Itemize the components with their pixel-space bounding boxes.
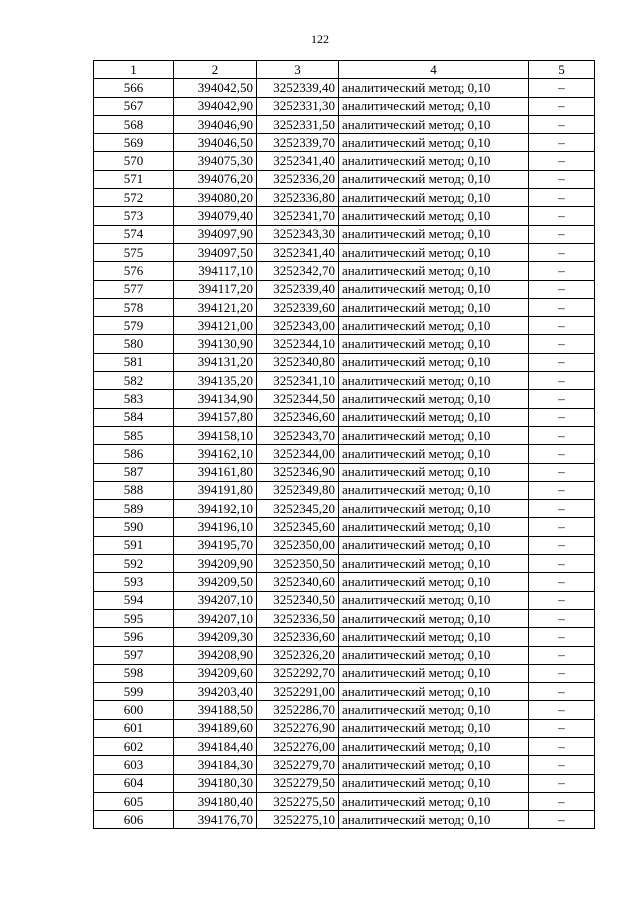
table-row (94, 189, 595, 207)
note-cell: – (529, 79, 595, 97)
method-accuracy-cell: аналитический метод; 0,10 (339, 426, 529, 444)
method-accuracy-cell: аналитический метод; 0,10 (339, 134, 529, 152)
x-coordinate-cell: 394209,90 (174, 555, 257, 573)
column-header-5: 5 (529, 61, 595, 79)
table-row (94, 298, 595, 316)
table-row (94, 701, 595, 719)
table-row (94, 792, 595, 810)
method-accuracy-cell: аналитический метод; 0,10 (339, 298, 529, 316)
method-accuracy-cell: аналитический метод; 0,10 (339, 170, 529, 188)
x-coordinate-cell: 394134,90 (174, 390, 257, 408)
y-coordinate-cell: 3252349,80 (257, 481, 339, 499)
note-cell: – (529, 518, 595, 536)
note-cell: – (529, 445, 595, 463)
x-coordinate-cell: 394042,50 (174, 79, 257, 97)
column-header-2: 2 (174, 61, 257, 79)
y-coordinate-cell: 3252343,00 (257, 317, 339, 335)
note-cell: – (529, 353, 595, 371)
note-cell: – (529, 280, 595, 298)
table-row (94, 536, 595, 554)
y-coordinate-cell: 3252275,50 (257, 792, 339, 810)
table-row (94, 134, 595, 152)
point-number-cell: 583 (94, 390, 174, 408)
point-number-cell: 595 (94, 609, 174, 627)
method-accuracy-cell: аналитический метод; 0,10 (339, 390, 529, 408)
note-cell: – (529, 591, 595, 609)
y-coordinate-cell: 3252344,50 (257, 390, 339, 408)
point-number-cell: 585 (94, 426, 174, 444)
note-cell: – (529, 317, 595, 335)
y-coordinate-cell: 3252336,60 (257, 628, 339, 646)
point-number-cell: 569 (94, 134, 174, 152)
y-coordinate-cell: 3252341,40 (257, 243, 339, 261)
point-number-cell: 604 (94, 774, 174, 792)
note-cell: – (529, 646, 595, 664)
x-coordinate-cell: 394189,60 (174, 719, 257, 737)
note-cell: – (529, 207, 595, 225)
x-coordinate-cell: 394209,50 (174, 573, 257, 591)
table-row (94, 152, 595, 170)
method-accuracy-cell: аналитический метод; 0,10 (339, 225, 529, 243)
note-cell: – (529, 134, 595, 152)
note-cell: – (529, 628, 595, 646)
x-coordinate-cell: 394135,20 (174, 372, 257, 390)
method-accuracy-cell: аналитический метод; 0,10 (339, 664, 529, 682)
table-row (94, 591, 595, 609)
note-cell: – (529, 408, 595, 426)
note-cell: – (529, 811, 595, 829)
y-coordinate-cell: 3252350,50 (257, 555, 339, 573)
table-row (94, 79, 595, 97)
note-cell: – (529, 756, 595, 774)
column-header-4: 4 (339, 61, 529, 79)
table-row (94, 390, 595, 408)
table-row (94, 262, 595, 280)
point-number-cell: 570 (94, 152, 174, 170)
method-accuracy-cell: аналитический метод; 0,10 (339, 152, 529, 170)
x-coordinate-cell: 394207,10 (174, 591, 257, 609)
y-coordinate-cell: 3252339,40 (257, 79, 339, 97)
method-accuracy-cell: аналитический метод; 0,10 (339, 317, 529, 335)
note-cell: – (529, 536, 595, 554)
y-coordinate-cell: 3252345,20 (257, 500, 339, 518)
x-coordinate-cell: 394188,50 (174, 701, 257, 719)
x-coordinate-cell: 394209,30 (174, 628, 257, 646)
method-accuracy-cell: аналитический метод; 0,10 (339, 683, 529, 701)
note-cell: – (529, 664, 595, 682)
point-number-cell: 602 (94, 737, 174, 755)
y-coordinate-cell: 3252279,70 (257, 756, 339, 774)
point-number-cell: 574 (94, 225, 174, 243)
y-coordinate-cell: 3252346,60 (257, 408, 339, 426)
point-number-cell: 575 (94, 243, 174, 261)
y-coordinate-cell: 3252331,50 (257, 115, 339, 133)
y-coordinate-cell: 3252340,80 (257, 353, 339, 371)
note-cell: – (529, 390, 595, 408)
y-coordinate-cell: 3252275,10 (257, 811, 339, 829)
note-cell: – (529, 701, 595, 719)
method-accuracy-cell: аналитический метод; 0,10 (339, 792, 529, 810)
y-coordinate-cell: 3252291,00 (257, 683, 339, 701)
table-row (94, 170, 595, 188)
note-cell: – (529, 792, 595, 810)
table-row (94, 481, 595, 499)
y-coordinate-cell: 3252344,00 (257, 445, 339, 463)
point-number-cell: 577 (94, 280, 174, 298)
note-cell: – (529, 463, 595, 481)
note-cell: – (529, 737, 595, 755)
note-cell: – (529, 719, 595, 737)
x-coordinate-cell: 394184,30 (174, 756, 257, 774)
note-cell: – (529, 152, 595, 170)
method-accuracy-cell: аналитический метод; 0,10 (339, 262, 529, 280)
note-cell: – (529, 97, 595, 115)
table-row (94, 664, 595, 682)
table-row (94, 737, 595, 755)
method-accuracy-cell: аналитический метод; 0,10 (339, 372, 529, 390)
note-cell: – (529, 225, 595, 243)
note-cell: – (529, 426, 595, 444)
y-coordinate-cell: 3252350,00 (257, 536, 339, 554)
point-number-cell: 567 (94, 97, 174, 115)
x-coordinate-cell: 394097,50 (174, 243, 257, 261)
method-accuracy-cell: аналитический метод; 0,10 (339, 628, 529, 646)
x-coordinate-cell: 394196,10 (174, 518, 257, 536)
y-coordinate-cell: 3252345,60 (257, 518, 339, 536)
y-coordinate-cell: 3252339,70 (257, 134, 339, 152)
point-number-cell: 587 (94, 463, 174, 481)
y-coordinate-cell: 3252286,70 (257, 701, 339, 719)
x-coordinate-cell: 394075,30 (174, 152, 257, 170)
method-accuracy-cell: аналитический метод; 0,10 (339, 500, 529, 518)
column-header-1: 1 (94, 61, 174, 79)
header-row (94, 61, 595, 79)
y-coordinate-cell: 3252331,30 (257, 97, 339, 115)
x-coordinate-cell: 394176,70 (174, 811, 257, 829)
point-number-cell: 584 (94, 408, 174, 426)
method-accuracy-cell: аналитический метод; 0,10 (339, 609, 529, 627)
table-row (94, 97, 595, 115)
x-coordinate-cell: 394207,10 (174, 609, 257, 627)
table-body (94, 79, 595, 829)
method-accuracy-cell: аналитический метод; 0,10 (339, 280, 529, 298)
method-accuracy-cell: аналитический метод; 0,10 (339, 97, 529, 115)
table-row (94, 463, 595, 481)
y-coordinate-cell: 3252336,80 (257, 189, 339, 207)
x-coordinate-cell: 394080,20 (174, 189, 257, 207)
y-coordinate-cell: 3252344,10 (257, 335, 339, 353)
note-cell: – (529, 683, 595, 701)
note-cell: – (529, 372, 595, 390)
method-accuracy-cell: аналитический метод; 0,10 (339, 353, 529, 371)
table-row (94, 372, 595, 390)
note-cell: – (529, 573, 595, 591)
x-coordinate-cell: 394042,90 (174, 97, 257, 115)
x-coordinate-cell: 394157,80 (174, 408, 257, 426)
y-coordinate-cell: 3252336,50 (257, 609, 339, 627)
x-coordinate-cell: 394046,90 (174, 115, 257, 133)
table-row (94, 335, 595, 353)
y-coordinate-cell: 3252342,70 (257, 262, 339, 280)
note-cell: – (529, 189, 595, 207)
x-coordinate-cell: 394162,10 (174, 445, 257, 463)
table-row (94, 500, 595, 518)
x-coordinate-cell: 394130,90 (174, 335, 257, 353)
method-accuracy-cell: аналитический метод; 0,10 (339, 719, 529, 737)
point-number-cell: 582 (94, 372, 174, 390)
method-accuracy-cell: аналитический метод; 0,10 (339, 463, 529, 481)
column-header-3: 3 (257, 61, 339, 79)
table-row (94, 225, 595, 243)
point-number-cell: 578 (94, 298, 174, 316)
method-accuracy-cell: аналитический метод; 0,10 (339, 408, 529, 426)
x-coordinate-cell: 394046,50 (174, 134, 257, 152)
table-row (94, 207, 595, 225)
point-number-cell: 591 (94, 536, 174, 554)
method-accuracy-cell: аналитический метод; 0,10 (339, 646, 529, 664)
point-number-cell: 592 (94, 555, 174, 573)
y-coordinate-cell: 3252276,00 (257, 737, 339, 755)
method-accuracy-cell: аналитический метод; 0,10 (339, 701, 529, 719)
note-cell: – (529, 335, 595, 353)
point-number-cell: 568 (94, 115, 174, 133)
table-row (94, 555, 595, 573)
x-coordinate-cell: 394180,40 (174, 792, 257, 810)
method-accuracy-cell: аналитический метод; 0,10 (339, 756, 529, 774)
note-cell: – (529, 243, 595, 261)
x-coordinate-cell: 394158,10 (174, 426, 257, 444)
y-coordinate-cell: 3252346,90 (257, 463, 339, 481)
x-coordinate-cell: 394079,40 (174, 207, 257, 225)
page-number: 122 (311, 32, 329, 46)
y-coordinate-cell: 3252341,10 (257, 372, 339, 390)
table-row (94, 115, 595, 133)
x-coordinate-cell: 394117,10 (174, 262, 257, 280)
x-coordinate-cell: 394131,20 (174, 353, 257, 371)
point-number-cell: 594 (94, 591, 174, 609)
point-number-cell: 606 (94, 811, 174, 829)
point-number-cell: 572 (94, 189, 174, 207)
method-accuracy-cell: аналитический метод; 0,10 (339, 207, 529, 225)
point-number-cell: 596 (94, 628, 174, 646)
y-coordinate-cell: 3252326,20 (257, 646, 339, 664)
method-accuracy-cell: аналитический метод; 0,10 (339, 811, 529, 829)
y-coordinate-cell: 3252341,70 (257, 207, 339, 225)
table-row (94, 426, 595, 444)
table-row (94, 280, 595, 298)
table-row (94, 683, 595, 701)
x-coordinate-cell: 394195,70 (174, 536, 257, 554)
table-row (94, 774, 595, 792)
y-coordinate-cell: 3252276,90 (257, 719, 339, 737)
method-accuracy-cell: аналитический метод; 0,10 (339, 243, 529, 261)
method-accuracy-cell: аналитический метод; 0,10 (339, 445, 529, 463)
table-row (94, 317, 595, 335)
y-coordinate-cell: 3252340,50 (257, 591, 339, 609)
table-row (94, 518, 595, 536)
method-accuracy-cell: аналитический метод; 0,10 (339, 591, 529, 609)
table-row (94, 628, 595, 646)
method-accuracy-cell: аналитический метод; 0,10 (339, 573, 529, 591)
table-row (94, 408, 595, 426)
point-number-cell: 579 (94, 317, 174, 335)
note-cell: – (529, 170, 595, 188)
table-row (94, 609, 595, 627)
method-accuracy-cell: аналитический метод; 0,10 (339, 555, 529, 573)
x-coordinate-cell: 394203,40 (174, 683, 257, 701)
method-accuracy-cell: аналитический метод; 0,10 (339, 518, 529, 536)
note-cell: – (529, 774, 595, 792)
point-number-cell: 605 (94, 792, 174, 810)
method-accuracy-cell: аналитический метод; 0,10 (339, 737, 529, 755)
y-coordinate-cell: 3252339,40 (257, 280, 339, 298)
method-accuracy-cell: аналитический метод; 0,10 (339, 481, 529, 499)
note-cell: – (529, 555, 595, 573)
table-row (94, 719, 595, 737)
point-number-cell: 588 (94, 481, 174, 499)
point-number-cell: 600 (94, 701, 174, 719)
x-coordinate-cell: 394097,90 (174, 225, 257, 243)
x-coordinate-cell: 394121,20 (174, 298, 257, 316)
y-coordinate-cell: 3252343,30 (257, 225, 339, 243)
method-accuracy-cell: аналитический метод; 0,10 (339, 536, 529, 554)
y-coordinate-cell: 3252292,70 (257, 664, 339, 682)
y-coordinate-cell: 3252343,70 (257, 426, 339, 444)
table-row (94, 445, 595, 463)
y-coordinate-cell: 3252340,60 (257, 573, 339, 591)
point-number-cell: 566 (94, 79, 174, 97)
x-coordinate-cell: 394209,60 (174, 664, 257, 682)
x-coordinate-cell: 394121,00 (174, 317, 257, 335)
x-coordinate-cell: 394192,10 (174, 500, 257, 518)
note-cell: – (529, 115, 595, 133)
note-cell: – (529, 298, 595, 316)
method-accuracy-cell: аналитический метод; 0,10 (339, 189, 529, 207)
y-coordinate-cell: 3252279,50 (257, 774, 339, 792)
point-number-cell: 573 (94, 207, 174, 225)
table-row (94, 243, 595, 261)
note-cell: – (529, 262, 595, 280)
x-coordinate-cell: 394184,40 (174, 737, 257, 755)
coordinates-table (93, 60, 595, 829)
x-coordinate-cell: 394180,30 (174, 774, 257, 792)
x-coordinate-cell: 394117,20 (174, 280, 257, 298)
point-number-cell: 598 (94, 664, 174, 682)
point-number-cell: 601 (94, 719, 174, 737)
point-number-cell: 571 (94, 170, 174, 188)
method-accuracy-cell: аналитический метод; 0,10 (339, 79, 529, 97)
method-accuracy-cell: аналитический метод; 0,10 (339, 115, 529, 133)
table-row (94, 573, 595, 591)
y-coordinate-cell: 3252336,20 (257, 170, 339, 188)
point-number-cell: 576 (94, 262, 174, 280)
method-accuracy-cell: аналитический метод; 0,10 (339, 774, 529, 792)
table-row (94, 353, 595, 371)
table-header (94, 61, 595, 79)
table-row (94, 756, 595, 774)
point-number-cell: 586 (94, 445, 174, 463)
point-number-cell: 590 (94, 518, 174, 536)
point-number-cell: 603 (94, 756, 174, 774)
method-accuracy-cell: аналитический метод; 0,10 (339, 335, 529, 353)
y-coordinate-cell: 3252341,40 (257, 152, 339, 170)
point-number-cell: 581 (94, 353, 174, 371)
point-number-cell: 589 (94, 500, 174, 518)
note-cell: – (529, 481, 595, 499)
point-number-cell: 593 (94, 573, 174, 591)
note-cell: – (529, 500, 595, 518)
x-coordinate-cell: 394208,90 (174, 646, 257, 664)
point-number-cell: 580 (94, 335, 174, 353)
x-coordinate-cell: 394191,80 (174, 481, 257, 499)
y-coordinate-cell: 3252339,60 (257, 298, 339, 316)
point-number-cell: 597 (94, 646, 174, 664)
x-coordinate-cell: 394076,20 (174, 170, 257, 188)
x-coordinate-cell: 394161,80 (174, 463, 257, 481)
note-cell: – (529, 609, 595, 627)
table-row (94, 811, 595, 829)
point-number-cell: 599 (94, 683, 174, 701)
table-row (94, 646, 595, 664)
